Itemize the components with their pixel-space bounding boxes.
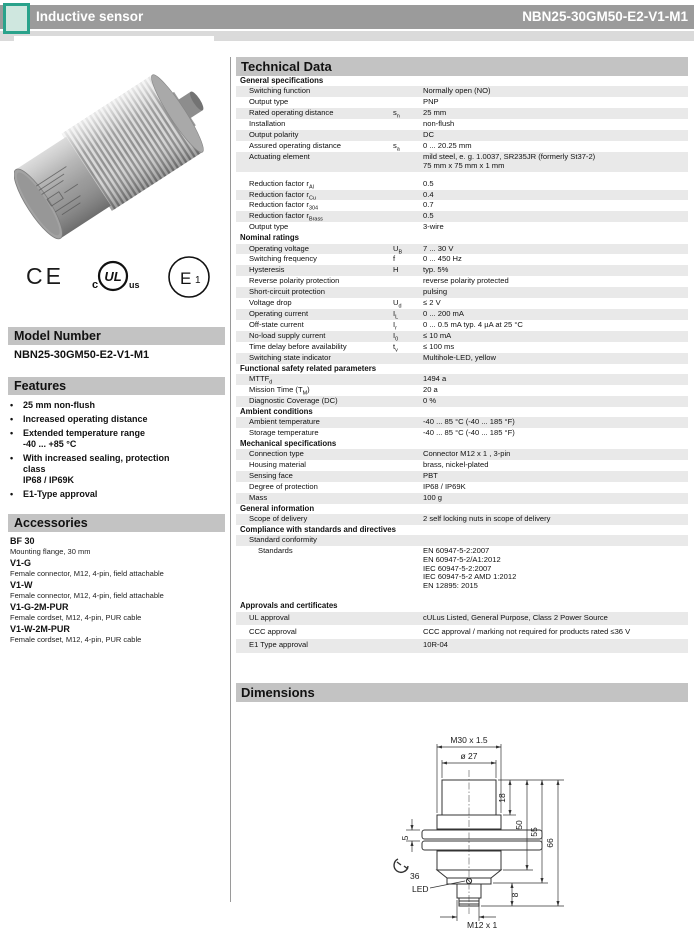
accessory-item [10,580,222,600]
accessory-name: V1-G [10,558,32,568]
spec-label: Operating voltage [249,243,309,253]
spec-row [236,353,688,364]
spec-row [236,265,688,276]
spec-label: Output type [249,97,289,107]
accessories-list [10,536,222,646]
dim-diameter-label: ø 27 [460,750,478,761]
row-spacer [236,172,688,179]
spec-row [236,190,688,201]
accessory-description: Female connector, M12, 4-pin, field attachable [10,590,164,600]
tech-section [236,364,688,407]
spec-value: 0.5 [423,211,434,221]
section-title: General information [240,503,315,513]
spec-row [236,331,688,342]
spec-label: Storage temperature [249,427,319,437]
spec-label: Reduction factor $r_{Al}$ [249,178,314,191]
sensor-outline [422,780,542,906]
spec-value: typ. 5% [423,265,449,275]
feature-item [10,414,222,425]
bullet-icon [10,453,23,486]
dimension-lines [406,744,564,921]
tech-section [236,504,688,525]
spec-row [236,108,688,119]
technical-data-heading: Technical Data [236,57,688,76]
spec-label: Ambient temperature [249,416,320,426]
spec-label: Off-state current [249,319,304,329]
spec-row [236,471,688,482]
spec-symbol: $I_r$ [393,319,397,332]
spec-label: Rated operating distance [249,108,334,118]
spec-symbol: $I_L$ [393,308,399,321]
spec-label: Reduction factor $r_{304}$ [249,200,319,212]
spec-row [236,287,688,298]
spec-value: Normally open (NO) [423,86,491,96]
tech-section [236,407,688,439]
spec-label: Mission Time $(T_M)$ [249,384,310,397]
spec-label: Switching function [249,86,311,96]
certification-marks-image [18,250,218,308]
spec-row [236,460,688,471]
spec-value: 1494 a [423,373,447,383]
spec-value: 0 % [423,395,437,405]
spec-label: Voltage drop [249,298,292,308]
feature-item [10,428,222,450]
spec-value: non-flush [423,119,455,129]
led-label: LED [412,883,429,894]
spec-label: Mass [249,492,268,502]
spec-symbol: $t_v$ [393,341,398,354]
spec-value: 3-wire [423,222,444,232]
dim-m12-label: M12 x 1 [467,919,498,930]
spec-label: Output type [249,222,289,232]
dimension-drawing-image [364,718,600,938]
spec-value: ≤ 10 mA [423,330,452,340]
spec-row [236,119,688,130]
spec-row [236,211,688,222]
section-title: General specifications [240,76,324,86]
spec-label: Degree of protection [249,481,318,491]
spec-value: -40 ... 85 °C (-40 ... 185 °F) [423,416,515,426]
spec-symbol: $I_0$ [393,330,399,343]
tech-section [236,525,688,592]
feature-text: Increased operating distance [23,414,148,424]
spec-label: Reduction factor $r_{Brass}$ [249,211,323,223]
spec-value: 10R-04 [423,640,448,650]
dim-55-label: 55 [529,826,539,837]
spec-value: PNP [423,97,439,107]
spec-row [236,493,688,504]
accessory-description: Female connector, M12, 4-pin, field attachable [10,568,164,578]
spec-row [236,141,688,152]
spec-label: Time delay before availability [249,341,347,351]
spec-label: Switching frequency [249,254,317,264]
spec-row [236,449,688,460]
feature-item [10,400,222,411]
wrench-size-label: 36 [410,870,420,881]
dimension-drawing [364,718,688,943]
spec-value: PBT [423,470,438,480]
spec-row [236,276,688,287]
bullet-icon [10,489,23,500]
spec-row [236,309,688,320]
spec-row [236,86,688,97]
spec-value: 20 a [423,384,438,394]
feature-text: With increased sealing, protection class IP68 / IP69K [23,453,170,485]
spec-value: IP68 / IP69K [423,481,466,491]
spec-label: Diagnostic Coverage (DC) [249,395,338,405]
spec-row [236,625,688,639]
spec-label: Installation [249,119,286,129]
dimensions-heading: Dimensions [236,683,688,702]
spec-value: 0.5 [423,178,434,188]
spec-label: $MTTF_d$ [249,373,273,386]
accessory-name: V1-W-2M-PUR [10,624,70,634]
page-title: Inductive sensor [36,9,144,24]
header-part-number: NBN25-30GM50-E2-V1-M1 [522,9,688,24]
feature-text: E1-Type approval [23,489,98,499]
brand-icon [3,3,30,34]
section-title: Mechanical specifications [240,438,337,448]
spec-value: Multihole-LED, yellow [423,352,497,362]
ul-mark-text: UL [104,269,122,284]
bullet-icon [10,414,23,425]
spec-value: CCC approval / marking not required for products rated ≤36 V [423,626,631,636]
spec-value: 0 ... 0.5 mA typ. 4 µA at 25 °C [423,319,523,329]
features-heading: Features [8,377,225,395]
spec-symbol: $U_d$ [393,298,402,310]
spec-value: cULus Listed, General Purpose, Class 2 Power Source [423,613,608,623]
spec-row [236,374,688,385]
spec-value: -40 ... 85 °C (-40 ... 185 °F) [423,427,515,437]
feature-text: Extended temperature range -40 ... +85 °C [23,428,146,449]
spec-row [236,298,688,309]
tech-section [236,601,688,652]
spec-label: Sensing face [249,470,293,480]
spec-label: Operating current [249,308,309,318]
accessory-item [10,602,222,622]
spec-value: Connector M12 x 1 , 3-pin [423,449,511,459]
page-header [0,5,694,29]
e1-mark-letter: E [180,269,192,288]
spec-row [236,179,688,190]
feature-item [10,453,222,486]
spec-value: 0 ... 450 Hz [423,254,462,264]
spec-label: E1 Type approval [249,640,308,650]
accessory-name: V1-W [10,580,33,590]
section-title: Functional safety related parameters [240,363,377,373]
spec-row [236,200,688,211]
product-photo-image [14,36,214,248]
spec-label: UL approval [249,613,290,623]
spec-row [236,97,688,108]
spec-value: ≤ 100 ms [423,341,455,351]
right-column [236,57,688,943]
dim-thread-label: M30 x 1.5 [450,734,488,745]
spec-value: 25 mm [423,108,447,118]
e1-mark-number: 1 [195,275,201,286]
dim-50-label: 50 [514,819,524,830]
spec-label: Scope of delivery [249,514,308,524]
model-number-value: NBN25-30GM50-E2-V1-M1 [14,349,150,361]
spec-value: 0 ... 200 mA [423,308,464,318]
spec-value: ≤ 2 V [423,298,441,308]
spec-row [236,342,688,353]
features-list [10,400,222,503]
spec-row [236,482,688,493]
tech-table [236,76,688,653]
spec-value: 100 g [423,492,443,502]
spec-value: 0 ... 20.25 mm [423,140,472,150]
spec-value: 2 self locking nuts in scope of delivery [423,514,551,524]
spec-row [236,428,688,439]
spec-label: Hysteresis [249,265,285,275]
accessory-item [10,624,222,644]
spec-label: Assured operating distance [249,140,342,150]
spec-row [236,612,688,626]
accessory-description: Female cordset, M12, 4-pin, PUR cable [10,612,142,622]
spec-value: mild steel, e. g. 1.0037, SR235JR (formerly St37-2) 75 mm x 75 mm x 1 mm [423,151,596,170]
spec-row [236,244,688,255]
column-divider [230,57,231,902]
section-title: Approvals and certificates [240,601,338,611]
product-photo [14,36,214,248]
accessory-description: Female cordset, M12, 4-pin, PUR cable [10,634,142,644]
spec-label: CCC approval [249,626,297,636]
model-number-heading: Model Number [8,327,225,345]
certification-marks [18,250,218,308]
accessory-item [10,558,222,578]
dim-5-label: 5 [400,835,410,841]
accessory-name: V1-G-2M-PUR [10,602,69,612]
spec-value: 0.7 [423,200,434,210]
section-title: Nominal ratings [240,233,299,243]
spec-row [236,535,688,545]
spec-row [236,222,688,233]
spec-symbol: $s_n$ [393,108,400,120]
spec-row [236,639,688,653]
spec-label: Switching state indicator [249,352,331,362]
spec-label: Reduction factor $r_{Cu}$ [249,189,316,202]
spec-row [236,514,688,525]
tech-section [236,233,688,363]
feature-text: 25 mm non-flush [23,400,96,410]
dim-66-label: 66 [545,837,555,848]
section-title: Ambient conditions [240,406,313,416]
spec-row [236,254,688,265]
spec-value: DC [423,130,434,139]
spec-row [236,152,688,172]
ce-mark-icon: CE [26,263,64,289]
section-title: Compliance with standards and directives [240,525,396,535]
spec-label: Short-circuit protection [249,287,325,297]
wrench-icon [394,859,408,872]
spec-label: Output polarity [249,130,299,139]
spec-value: pulsing [423,287,448,297]
bullet-icon [10,428,23,450]
spec-value: 0.4 [423,189,434,199]
spec-row [236,396,688,407]
spec-label: Housing material [249,460,306,470]
accessories-heading: Accessories [8,514,225,532]
spec-value: reverse polarity protected [423,276,509,286]
spec-symbol: H [393,265,399,275]
spec-label: Reverse polarity protection [249,276,340,286]
spec-label: Standards [258,545,293,555]
spec-label: No-load supply current [249,330,326,340]
spec-row [236,546,688,593]
tech-section [236,76,688,233]
feature-item [10,489,222,500]
spec-row [236,417,688,428]
ul-mark-c: c [92,279,99,291]
spec-label: Standard conformity [249,535,317,545]
spec-symbol: $s_a$ [393,140,400,153]
spec-value: brass, nickel-plated [423,460,489,470]
dim-8-label: 8 [510,892,520,898]
spec-row [236,320,688,331]
ul-mark-us: us [129,280,140,290]
spec-label: Actuating element [249,151,310,161]
spec-value: EN 60947-5-2:2007 EN 60947-5-2/A1:2012 IEC 60947-5-2:2007 IEC 60947-5-2 AMD 1:2012 EN 12895: 2015 [423,545,517,591]
spec-symbol: $U_B$ [393,243,403,256]
spec-row [236,385,688,396]
accessory-item [10,536,222,556]
bullet-icon [10,400,23,411]
spec-row [236,130,688,141]
tech-section [236,439,688,504]
spec-value: 7 ... 30 V [423,243,454,253]
accessory-description: Mounting flange, 30 mm [10,546,91,556]
spec-label: Connection type [249,449,304,459]
spec-symbol: f [393,254,396,264]
accessory-name: BF 30 [10,536,35,546]
dim-18-label: 18 [497,792,507,803]
